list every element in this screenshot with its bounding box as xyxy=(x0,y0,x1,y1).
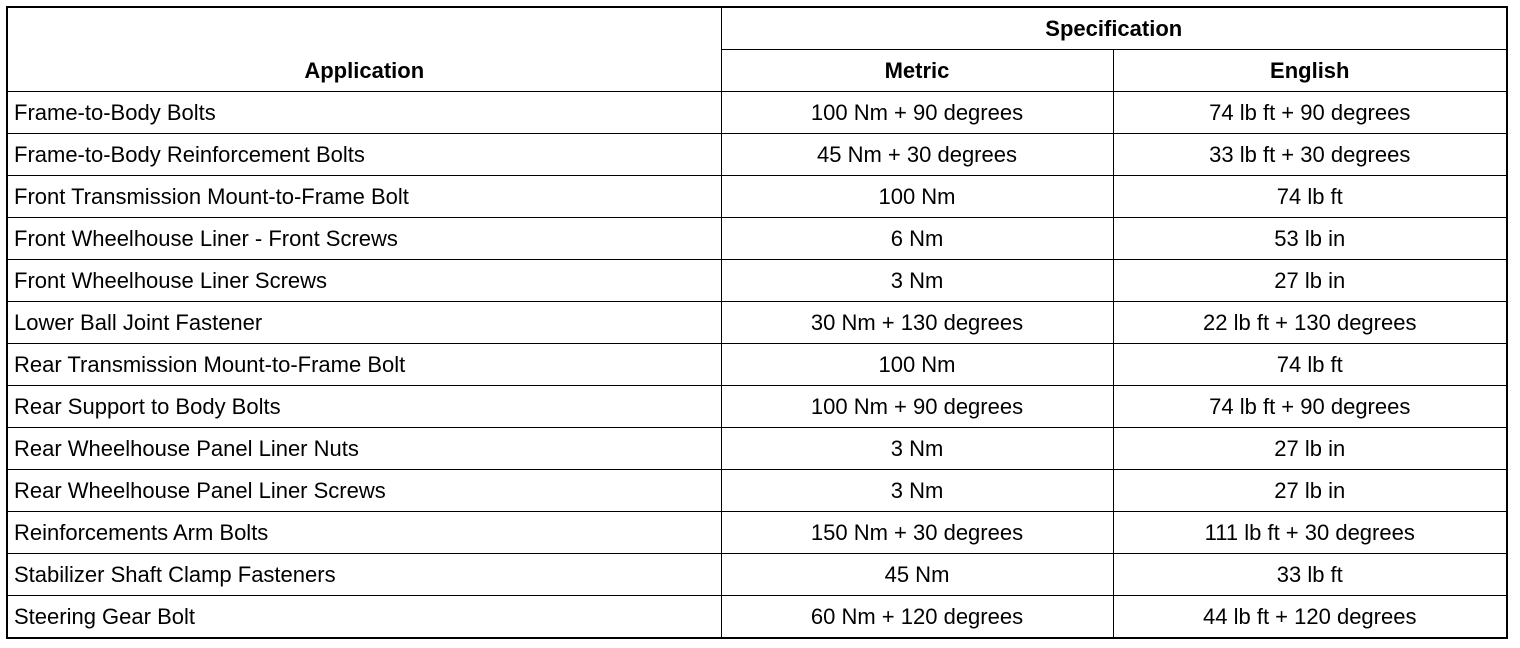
application-cell: Lower Ball Joint Fastener xyxy=(7,302,721,344)
specification-header: Specification xyxy=(721,7,1507,50)
application-cell: Front Wheelhouse Liner Screws xyxy=(7,260,721,302)
english-header: English xyxy=(1113,50,1507,92)
metric-header: Metric xyxy=(721,50,1113,92)
application-cell: Reinforcements Arm Bolts xyxy=(7,512,721,554)
english-cell: 27 lb in xyxy=(1113,428,1507,470)
english-cell: 74 lb ft xyxy=(1113,176,1507,218)
application-cell: Rear Wheelhouse Panel Liner Screws xyxy=(7,470,721,512)
metric-cell: 100 Nm xyxy=(721,344,1113,386)
spec-table-container xyxy=(6,6,1508,639)
metric-cell: 100 Nm xyxy=(721,176,1113,218)
application-cell: Front Transmission Mount-to-Frame Bolt xyxy=(7,176,721,218)
english-cell: 74 lb ft xyxy=(1113,344,1507,386)
application-cell: Rear Transmission Mount-to-Frame Bolt xyxy=(7,344,721,386)
english-cell: 74 lb ft + 90 degrees xyxy=(1113,386,1507,428)
english-cell: 27 lb in xyxy=(1113,260,1507,302)
application-cell: Frame-to-Body Bolts xyxy=(7,92,721,134)
table-row xyxy=(7,386,1507,428)
table-row xyxy=(7,512,1507,554)
application-cell: Front Wheelhouse Liner - Front Screws xyxy=(7,218,721,260)
table-row xyxy=(7,218,1507,260)
metric-cell: 45 Nm + 30 degrees xyxy=(721,134,1113,176)
english-cell: 22 lb ft + 130 degrees xyxy=(1113,302,1507,344)
metric-cell: 100 Nm + 90 degrees xyxy=(721,92,1113,134)
torque-spec-table xyxy=(6,6,1508,639)
english-cell: 53 lb in xyxy=(1113,218,1507,260)
english-cell: 111 lb ft + 30 degrees xyxy=(1113,512,1507,554)
metric-cell: 3 Nm xyxy=(721,428,1113,470)
metric-cell: 60 Nm + 120 degrees xyxy=(721,596,1113,639)
metric-cell: 3 Nm xyxy=(721,470,1113,512)
metric-cell: 3 Nm xyxy=(721,260,1113,302)
table-row xyxy=(7,428,1507,470)
english-cell: 74 lb ft + 90 degrees xyxy=(1113,92,1507,134)
english-cell: 33 lb ft xyxy=(1113,554,1507,596)
application-cell: Frame-to-Body Reinforcement Bolts xyxy=(7,134,721,176)
table-row xyxy=(7,470,1507,512)
application-header: Application xyxy=(7,7,721,92)
english-cell: 33 lb ft + 30 degrees xyxy=(1113,134,1507,176)
table-row xyxy=(7,302,1507,344)
metric-cell: 6 Nm xyxy=(721,218,1113,260)
application-cell: Rear Support to Body Bolts xyxy=(7,386,721,428)
table-header xyxy=(7,7,1507,92)
table-body xyxy=(7,92,1507,639)
english-cell: 27 lb in xyxy=(1113,470,1507,512)
table-row xyxy=(7,596,1507,639)
table-row xyxy=(7,344,1507,386)
metric-cell: 30 Nm + 130 degrees xyxy=(721,302,1113,344)
table-row xyxy=(7,176,1507,218)
english-cell: 44 lb ft + 120 degrees xyxy=(1113,596,1507,639)
metric-cell: 150 Nm + 30 degrees xyxy=(721,512,1113,554)
header-row-top xyxy=(7,7,1507,50)
table-row xyxy=(7,92,1507,134)
table-row xyxy=(7,134,1507,176)
table-row xyxy=(7,554,1507,596)
application-cell: Rear Wheelhouse Panel Liner Nuts xyxy=(7,428,721,470)
metric-cell: 45 Nm xyxy=(721,554,1113,596)
application-cell: Steering Gear Bolt xyxy=(7,596,721,639)
application-cell: Stabilizer Shaft Clamp Fasteners xyxy=(7,554,721,596)
metric-cell: 100 Nm + 90 degrees xyxy=(721,386,1113,428)
table-row xyxy=(7,260,1507,302)
